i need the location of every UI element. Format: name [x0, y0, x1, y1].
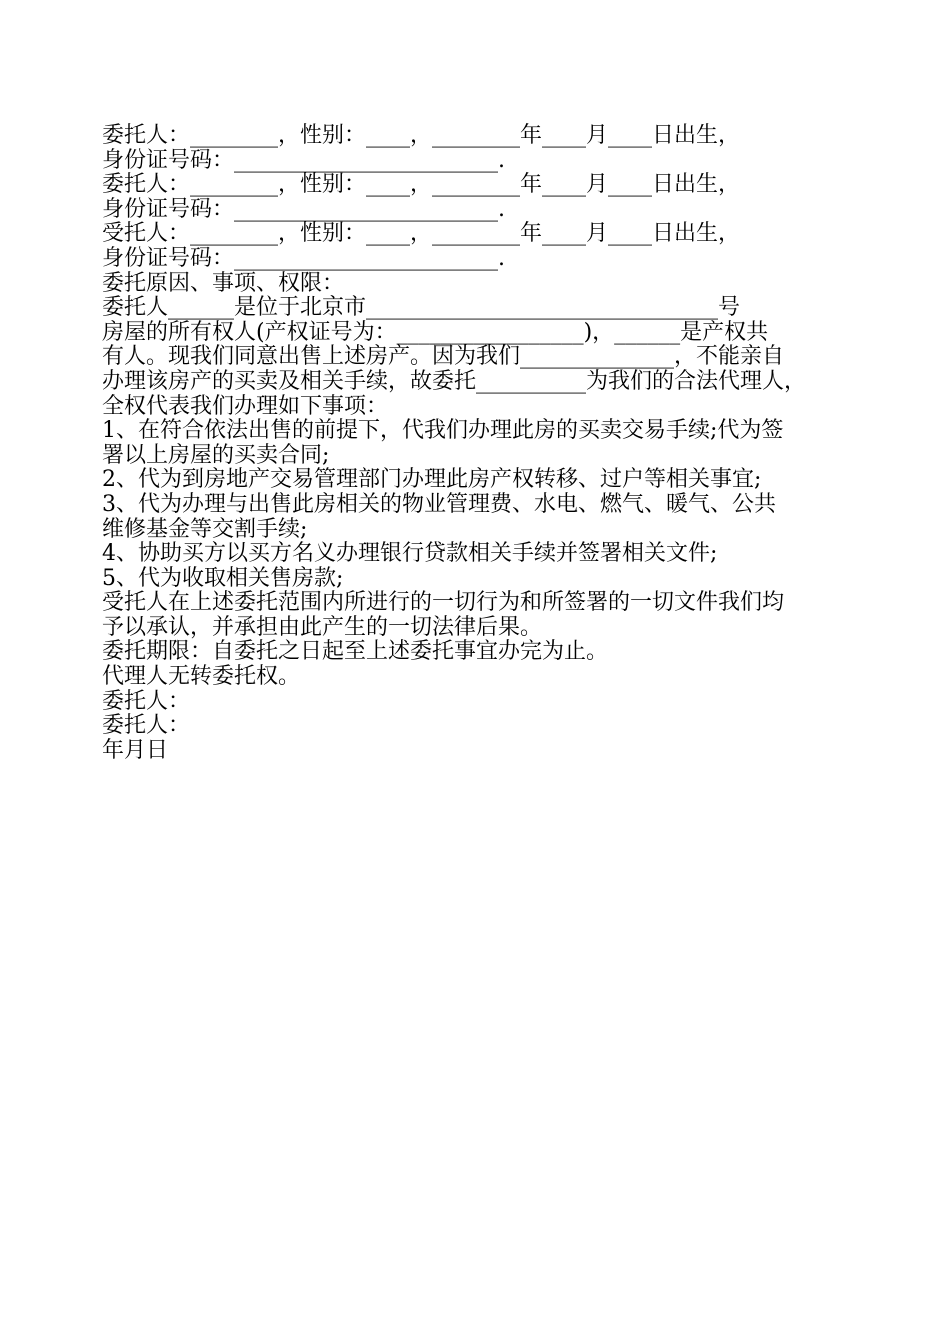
- body-line: 予以承认，并承担由此产生的一切法律后果。: [102, 614, 543, 640]
- item-3-line: 维修基金等交割手续;: [102, 516, 308, 542]
- body-line: 受托人在上述委托范围内所进行的一切行为和所签署的一切文件我们均: [102, 590, 785, 616]
- document-body: [102, 124, 862, 763]
- principal-2-id-line: 身份证号码：________________________.: [102, 196, 505, 222]
- item-5-line: 5、代为收取相关售房款;: [102, 565, 344, 591]
- agent-info-line: 受托人：________，性别：____，________年____月____日出生，: [102, 221, 741, 247]
- item-4-line: 4、协助买方以买方名义办理银行贷款相关手续并签署相关文件;: [102, 541, 718, 567]
- item-1-line: 署以上房屋的买卖合同;: [102, 442, 330, 468]
- body-line: 委托人______是位于北京市________________________________号: [102, 295, 741, 321]
- agent-id-line: 身份证号码：________________________.: [102, 245, 505, 271]
- date-line: 年月日: [102, 737, 169, 763]
- principal-2-info-line: 委托人：________，性别：____，________年____月____日出生，: [102, 172, 741, 198]
- item-3-line: 3、代为办理与出售此房相关的物业管理费、水电、燃气、暖气、公共: [102, 491, 776, 517]
- body-line: 房屋的所有权人(产权证号为：_________________)，______是产权共: [102, 319, 769, 345]
- item-1-line: 1、在符合依法出售的前提下，代我们办理此房的买卖交易手续;代为签: [102, 418, 784, 444]
- signature-principal-2: 委托人：: [102, 713, 191, 739]
- signature-principal-1: 委托人：: [102, 688, 191, 714]
- term-line: 委托期限：自委托之日起至上述委托事宜办完为止。: [102, 639, 609, 665]
- body-line: 办理该房产的买卖及相关手续，故委托__________为我们的合法代理人，: [102, 368, 807, 394]
- item-2-line: 2、代为到房地产交易管理部门办理此房产权转移、过户等相关事宜;: [102, 467, 762, 493]
- section-heading-reason: 委托原因、事项、权限：: [102, 270, 345, 296]
- no-sub-delegation-line: 代理人无转委托权。: [102, 664, 301, 690]
- body-line: 全权代表我们办理如下事项：: [102, 393, 389, 419]
- body-line: 有人。现我们同意出售上述房产。因为我们______________，不能亲自: [102, 344, 785, 370]
- principal-1-id-line: 身份证号码：________________________.: [102, 147, 505, 173]
- principal-1-info-line: 委托人：________，性别：____，________年____月____日出生，: [102, 123, 741, 148]
